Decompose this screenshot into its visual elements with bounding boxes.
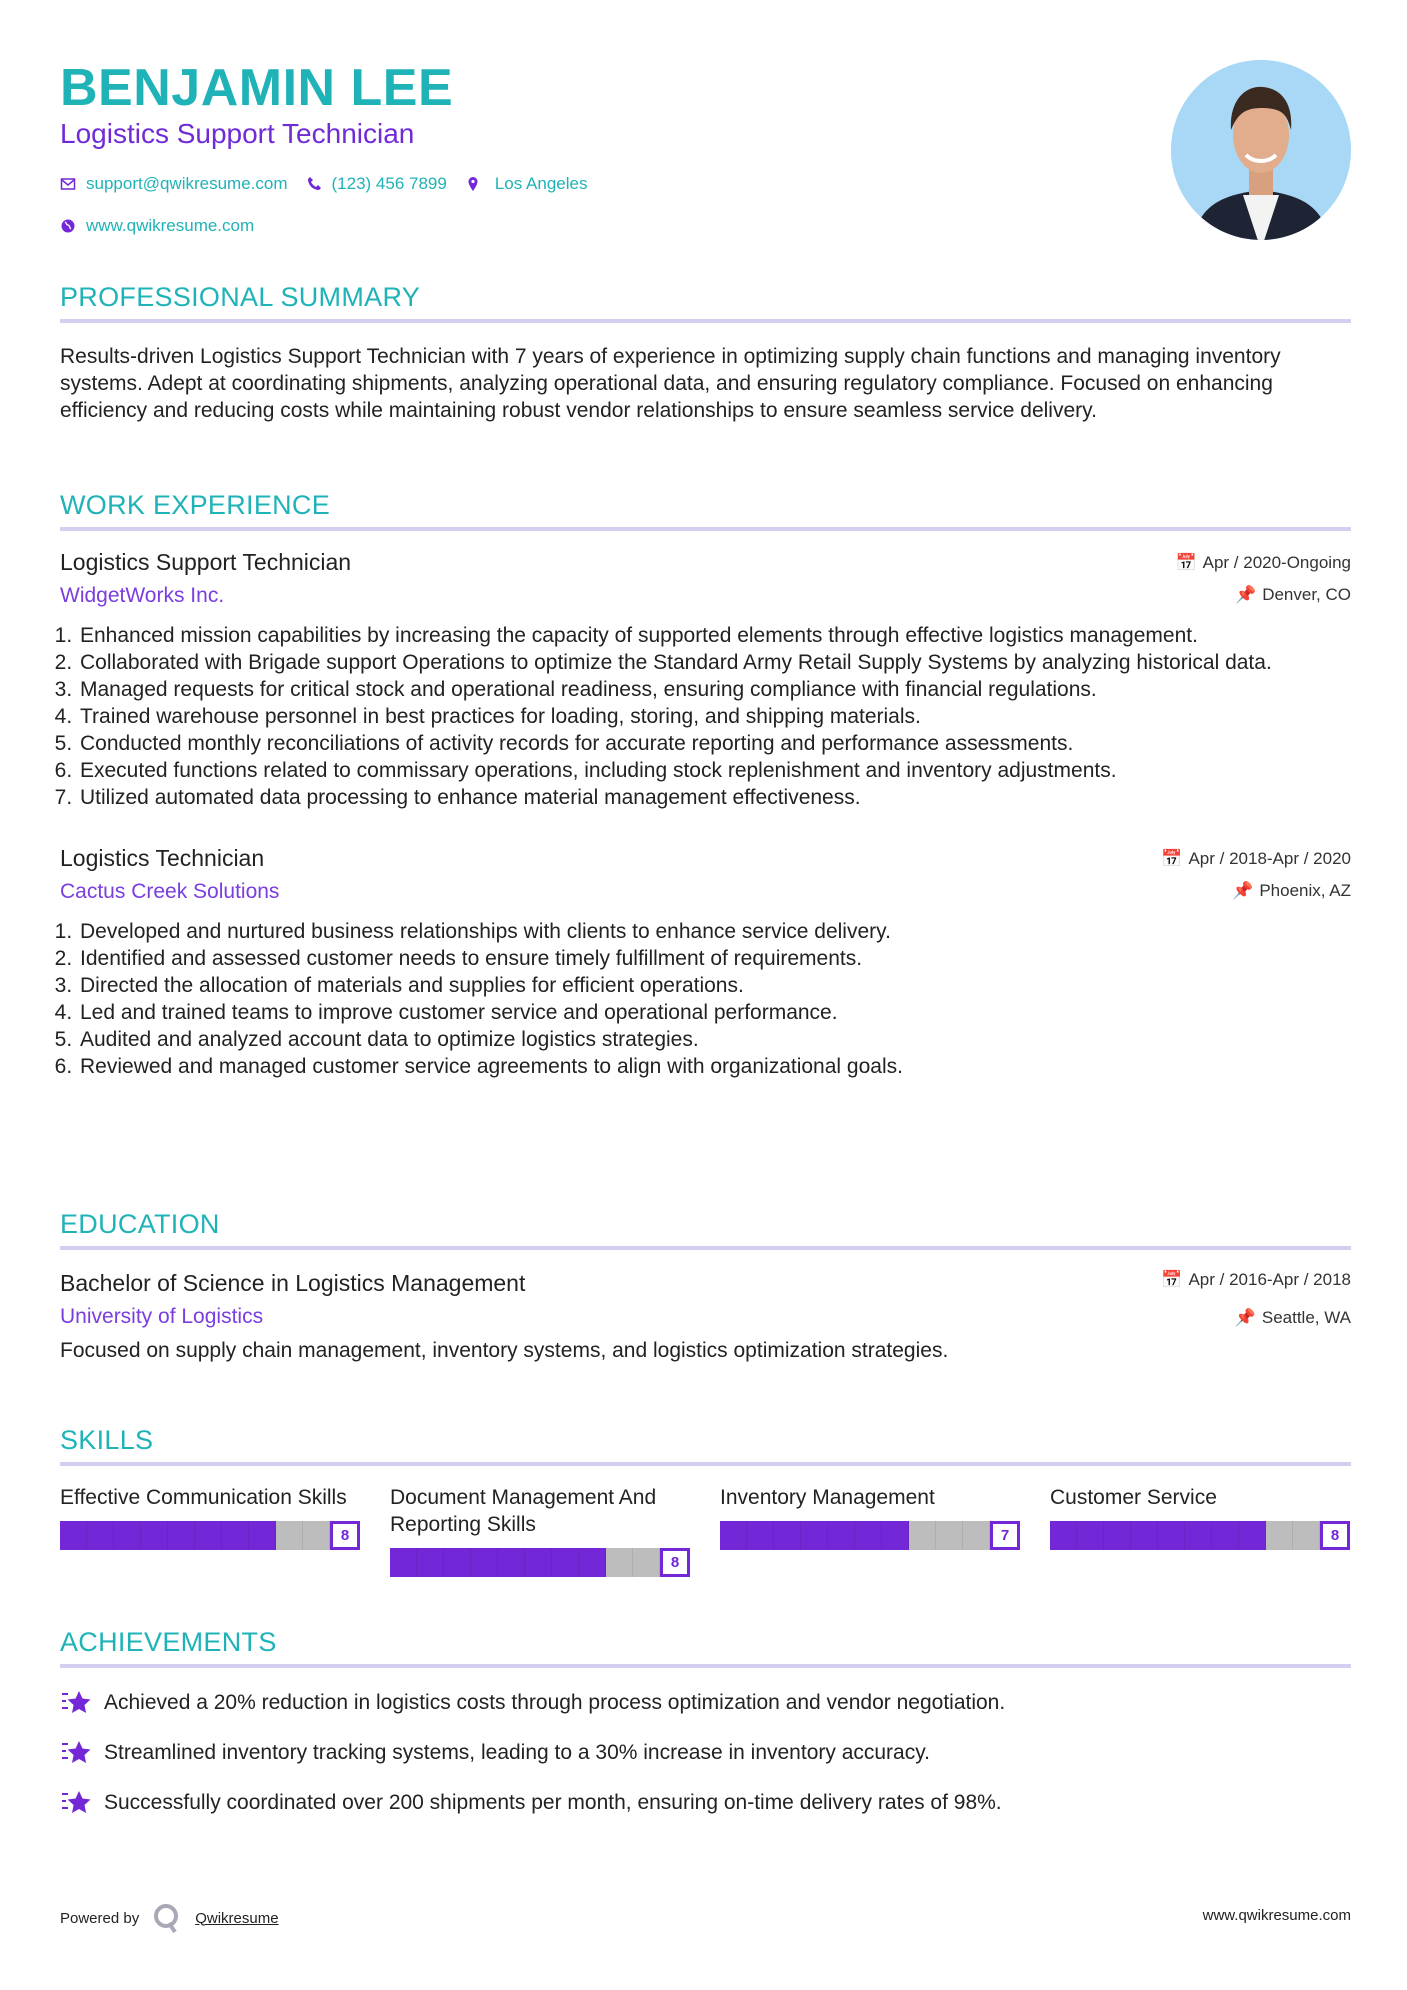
phone-number: (123) 456 7899 [331,174,447,193]
calendar-icon: 📅 [1161,1270,1183,1289]
section-heading: PROFESSIONAL SUMMARY [60,282,1351,323]
job-title: Logistics Technician [60,845,265,871]
skill-bar-segment [936,1521,963,1550]
list-item: 5. Conducted monthly reconciliations of activity records for accurate reporting and performance assessments. [78,730,1351,757]
skill-bar-segment [747,1521,774,1550]
skill-bar-segment [168,1521,195,1550]
skill-bar-segment [1212,1521,1239,1550]
skill-item [1050,1484,1350,1550]
profile-photo [1171,60,1351,240]
skill-bar-segment [1050,1521,1077,1550]
skill-bar-segment [606,1548,633,1577]
skill-bar-segment [774,1521,801,1550]
skill-score: 8 [660,1548,690,1577]
star-icon [60,1688,92,1718]
achievement-item: Streamlined inventory tracking systems, leading to a 30% increase in inventory accuracy. [60,1738,1351,1768]
skill-bar-segment [249,1521,276,1550]
achievement-item: Achieved a 20% reduction in logistics costs through process optimization and vendor negotiation. [60,1688,1351,1718]
job-bullets [60,622,1351,811]
location: Los Angeles [494,174,588,193]
qwikresume-logo-icon [153,1903,181,1933]
education-description: Focused on supply chain management, inventory systems, and logistics optimization strategies. [60,1339,949,1362]
achievements-section [60,1627,1351,1818]
list-item: 1. Developed and nurtured business relationships with clients to enhance service delivery. [78,918,1351,945]
skill-bar-segment [444,1548,471,1577]
email-link[interactable]: support@qwikresume.com [86,174,288,193]
list-item: 4. Led and trained teams to improve customer service and operational performance. [78,999,1351,1026]
skill-bar-segment [195,1521,222,1550]
pin-icon: 📌 [1232,881,1254,900]
achievement-item: Successfully coordinated over 200 shipments per month, ensuring on-time delivery rates of 98%. [60,1788,1351,1818]
skill-bar-segment [498,1548,525,1577]
section-heading: SKILLS [60,1425,1351,1466]
phone-icon [306,176,322,192]
skill-bar-segment [525,1548,552,1577]
list-item: 4. Trained warehouse personnel in best practices for loading, storing, and shipping materials. [78,703,1351,730]
education-location: 📌 Seattle, WA [1234,1308,1351,1327]
skill-name: Effective Communication Skills [60,1486,347,1509]
skill-name: Document Management And Reporting Skills [390,1486,657,1536]
skill-bar-segment [828,1521,855,1550]
education-section [60,1209,1351,1364]
skill-bar-segment [114,1521,141,1550]
job-date: 📅 Apr / 2018-Apr / 2020 [1161,849,1351,868]
skill-item [60,1484,360,1550]
education-date: 📅 Apr / 2016-Apr / 2018 [1161,1270,1351,1289]
skill-bar-segment [855,1521,882,1550]
list-item: 3. Directed the allocation of materials and supplies for efficient operations. [78,972,1351,999]
skill-bar-segment [1077,1521,1104,1550]
list-item: 5. Audited and analyzed account data to optimize logistics strategies. [78,1026,1351,1053]
skill-bar-segment [909,1521,936,1550]
job-date: 📅 Apr / 2020-Ongoing [1175,553,1351,572]
candidate-title: Logistics Support Technician [60,118,415,149]
skill-bar-segment [552,1548,579,1577]
section-heading: ACHIEVEMENTS [60,1627,1351,1668]
envelope-icon [60,176,76,192]
skill-bar-segment [417,1548,444,1577]
footer-left [60,1903,279,1933]
job-bullets [60,918,1351,1080]
job-entry [60,845,1351,1080]
skill-bar-segment [390,1548,417,1577]
skill-bar-segment [276,1521,303,1550]
footer-website[interactable]: www.qwikresume.com [1202,1907,1351,1924]
skill-bar-segment [963,1521,990,1550]
skill-item [720,1484,1020,1550]
brand-link[interactable]: Qwikresume [195,1909,279,1927]
skill-bar-segment [222,1521,249,1550]
skill-score: 7 [990,1521,1020,1550]
education-entry [60,1270,1351,1364]
skill-bar-segment [141,1521,168,1550]
job-location: 📌 Phoenix, AZ [1232,881,1351,900]
section-heading: WORK EXPERIENCE [60,490,1351,531]
star-icon [60,1788,92,1818]
calendar-icon: 📅 [1161,849,1183,868]
website-link[interactable]: www.qwikresume.com [86,216,255,235]
skill-bar-segment [1131,1521,1158,1550]
list-item: 7. Utilized automated data processing to enhance material management effectiveness. [78,784,1351,811]
skill-bar-segment [60,1521,87,1550]
website-row [60,216,254,236]
degree: Bachelor of Science in Logistics Management [60,1270,526,1296]
list-item: 3. Managed requests for critical stock and operational readiness, ensuring compliance with financial regulations. [78,676,1351,703]
skill-bar-segment [1239,1521,1266,1550]
candidate-name: BENJAMIN LEE [60,59,454,117]
skill-bar [390,1548,690,1577]
list-item: 2. Collaborated with Brigade support Operations to optimize the Standard Army Retail Supply Systems by analyzing historical data. [78,649,1351,676]
company-name: Cactus Creek Solutions [60,880,280,903]
skill-bar-segment [720,1521,747,1550]
skill-score: 8 [330,1521,360,1550]
skill-bar-segment [579,1548,606,1577]
skill-name: Inventory Management [720,1486,935,1509]
skills-list [60,1484,1351,1577]
skill-bar-segment [882,1521,909,1550]
skill-item [390,1484,690,1577]
skill-bar-segment [1104,1521,1131,1550]
list-item: 6. Reviewed and managed customer service agreements to align with organizational goals. [78,1053,1351,1080]
summary-text: Results-driven Logistics Support Technician with 7 years of experience in optimizing supply chain functions and managing inventory systems. Adept at coordinating shipments, analyzing operational data, and ensuring regulatory compliance. Focused on enhancing efficiency and reducing costs while maintaining robust vendor relationships to ensure seamless service delivery. [60,345,1281,422]
star-icon [60,1738,92,1768]
list-item: 1. Enhanced mission capabilities by increasing the capacity of supported elements through effective logistics management. [78,622,1351,649]
skill-bar [720,1521,1020,1550]
skill-bar-segment [471,1548,498,1577]
skill-bar-segment [1185,1521,1212,1550]
powered-by-label: Powered by [60,1909,140,1927]
section-heading: EDUCATION [60,1209,1351,1250]
skill-name: Customer Service [1050,1486,1217,1509]
pin-icon: 📌 [1234,1308,1256,1327]
skill-bar-segment [1158,1521,1185,1550]
contact-row [60,174,587,194]
job-entry [60,549,1351,811]
list-item: 2. Identified and assessed customer needs to ensure timely fulfillment of requirements. [78,945,1351,972]
summary-section [60,282,1351,424]
map-pin-icon [465,176,481,192]
list-item: 6. Executed functions related to commissary operations, including stock replenishment and inventory adjustments. [78,757,1351,784]
company-name: WidgetWorks Inc. [60,584,225,607]
job-title: Logistics Support Technician [60,549,352,575]
skills-section [60,1425,1351,1577]
skill-score: 8 [1320,1521,1350,1550]
skill-bar-segment [303,1521,330,1550]
pin-icon: 📌 [1235,585,1257,604]
skill-bar-segment [633,1548,660,1577]
globe-icon [60,218,76,234]
skill-bar-segment [1266,1521,1293,1550]
calendar-icon: 📅 [1175,553,1197,572]
skill-bar-segment [1293,1521,1320,1550]
school-name: University of Logistics [60,1305,264,1328]
skill-bar-segment [87,1521,114,1550]
job-location: 📌 Denver, CO [1235,585,1351,604]
skill-bar-segment [801,1521,828,1550]
skill-bar [60,1521,360,1550]
skill-bar [1050,1521,1350,1550]
experience-section [60,490,1351,1080]
